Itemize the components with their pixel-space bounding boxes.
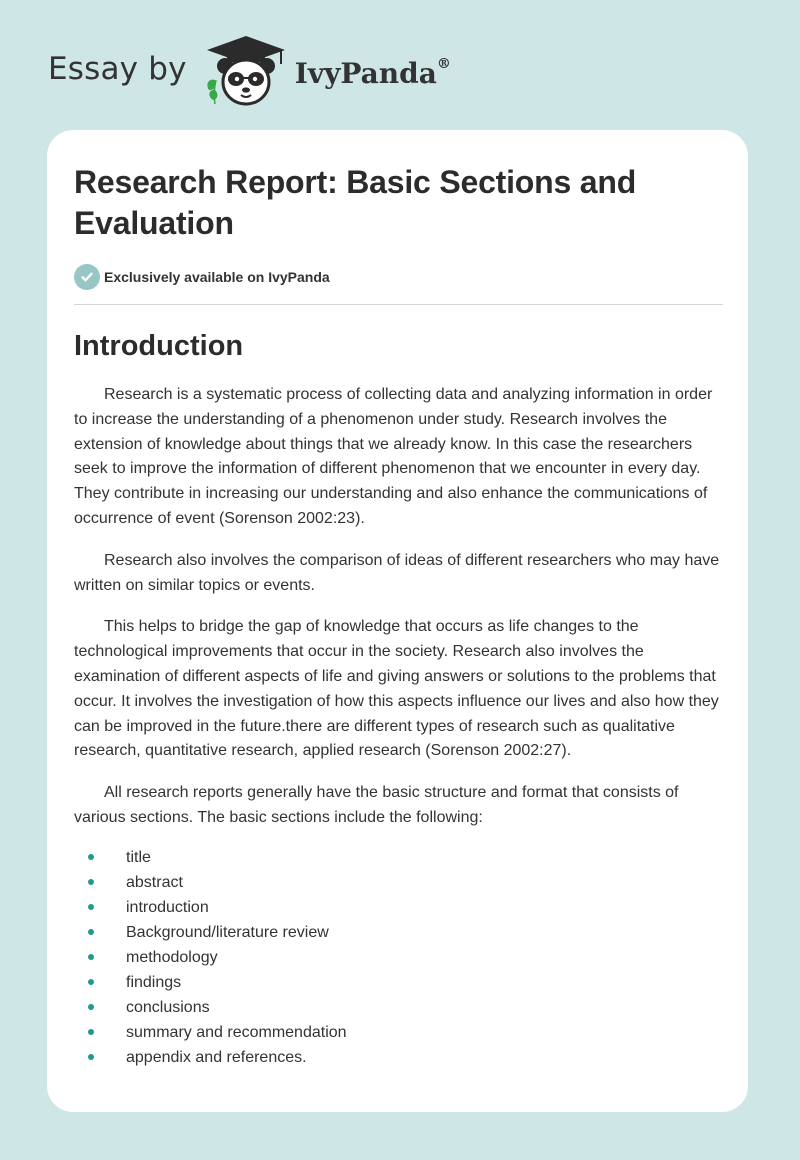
paragraph: This helps to bridge the gap of knowledge that occurs as life changes to the technological improvements that occur in the society. Research also involves the examination of different aspects of life and giving answers or solutions to the problems that occur. It involves the investigation of how this aspects influence our lives and also how they can be improved in the future.there are different types of research such as qualitative research, quantitative research, applied research (Sorenson 2002:27). (74, 618, 719, 760)
paragraph: Research is a systematic process of collecting data and analyzing information in order to increase the understanding of a phenomenon under study. Research involves the extension of knowledge about things that we already know. In this case the researchers seek to improve the information of different phenomenon that we encounter in every day. They contribute in increasing our understanding and also enhance the communications of occurrence of event (Sorenson 2002:23). (74, 386, 713, 527)
list-item: conclusions (74, 995, 722, 1020)
essay-title: Research Report: Basic Sections and Evaluation (74, 164, 637, 241)
paragraph: All research reports generally have the basic structure and format that consists of various sections. The basic sections include the following: (74, 784, 679, 826)
exclusive-badge (74, 264, 722, 290)
panda-graduation-cap-icon (203, 34, 289, 108)
brand-name: IvyPanda® (294, 56, 451, 90)
checkmark-icon (74, 264, 100, 290)
title-divider (74, 304, 723, 305)
registered-mark: ® (436, 56, 451, 73)
list-item: summary and recommendation (74, 1020, 722, 1045)
list-item: appendix and references. (74, 1045, 722, 1070)
list-item: Background/literature review (74, 920, 722, 945)
paragraph: Research also involves the comparison of ideas of different researchers who may have written on similar topics or events. (74, 551, 720, 594)
badge-text: Exclusively available on IvyPanda (104, 269, 330, 285)
list-item: title (74, 845, 722, 870)
sections-list (74, 845, 722, 1070)
list-item: findings (74, 970, 722, 995)
site-header-brand[interactable] (48, 34, 451, 108)
essay-card (47, 130, 748, 1112)
list-item: introduction (74, 895, 722, 920)
list-item: abstract (74, 870, 722, 895)
section-heading: Introduction (74, 330, 244, 362)
list-item: methodology (74, 945, 722, 970)
brand-prefix: Essay by (48, 51, 187, 87)
